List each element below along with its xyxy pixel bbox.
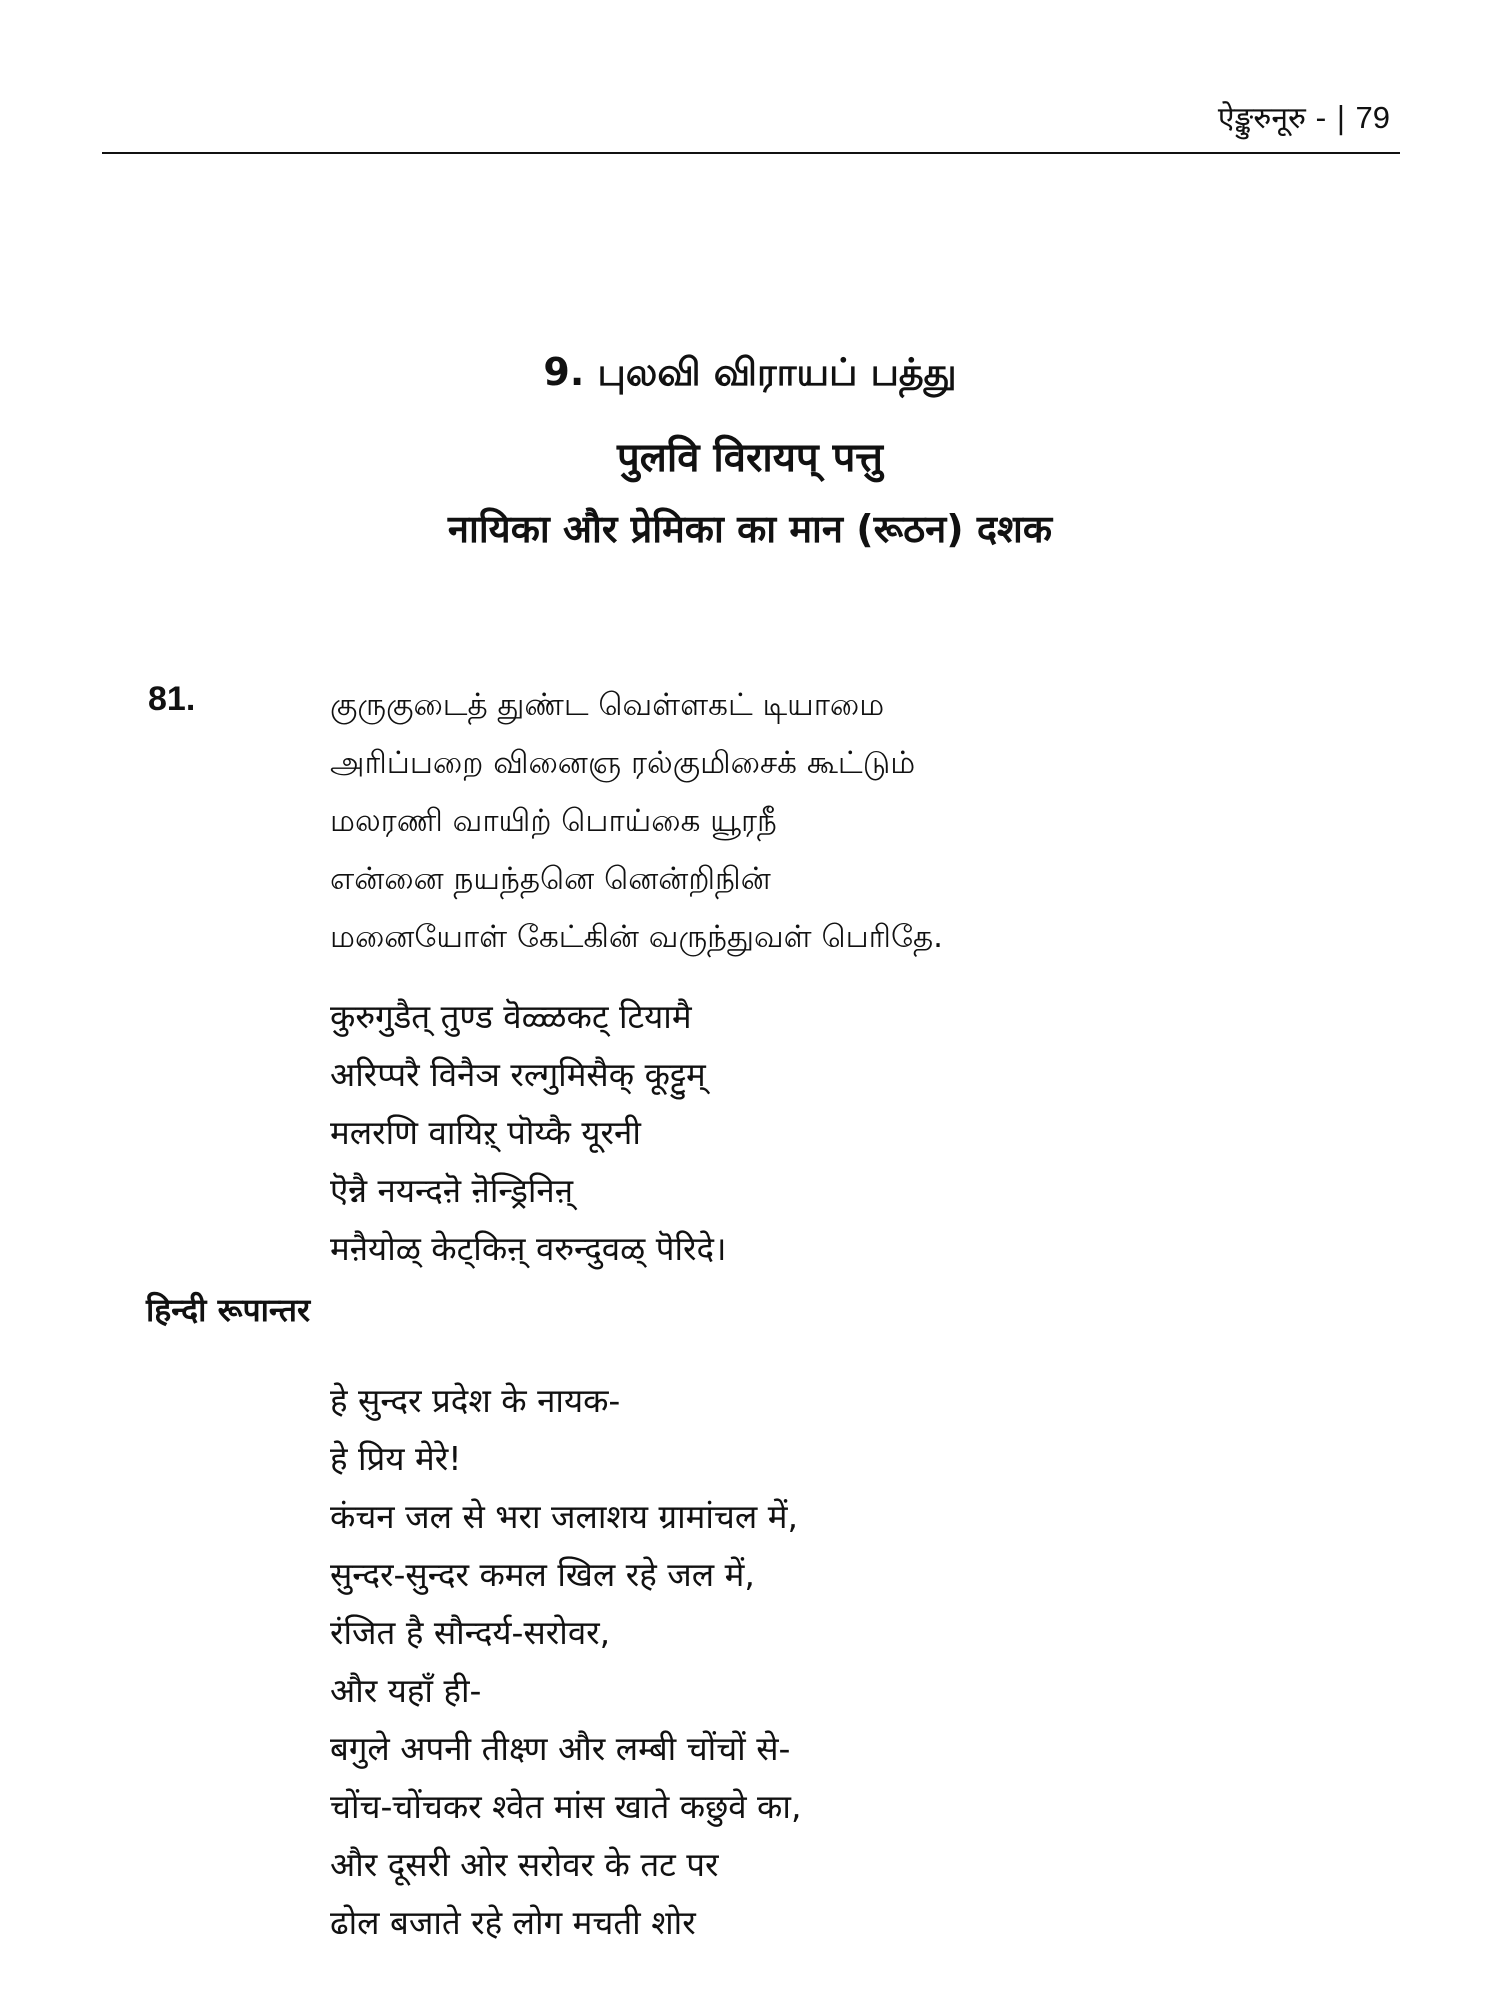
header-separator: | (1335, 101, 1346, 136)
hindi-translation (330, 1372, 801, 1952)
transliteration-line: ऎन्नै नयन्दऩॆ ऩॆन्ड्रिनिऩ् (330, 1171, 574, 1210)
chapter-title-tamil: 9. புலவி விராயப் பத்து (543, 350, 957, 394)
transliteration-line: कुरुगुडैत् तुण्ड वॆळ्ळकट् टियामै (330, 997, 692, 1036)
tamil-verse-line: மனையோள் கேட்கின் வருந்துவள் பெரிதே. (330, 919, 944, 955)
hindi-line: और यहाँ ही- (330, 1671, 482, 1710)
hindi-line: हे सुन्दर प्रदेश के नायक- (330, 1381, 621, 1420)
hindi-line: रंजित है सौन्दर्य-सरोवर, (330, 1613, 611, 1652)
hindi-line: ढोल बजाते रहे लोग मचती शोर (330, 1903, 696, 1942)
page-number: 79 (1355, 100, 1390, 135)
transliteration-line: मलरणि वायिऱ् पॊय्कै यूरनी (330, 1113, 641, 1152)
hindi-line: बगुले अपनी तीक्ष्ण और लम्बी चोंचों से- (330, 1729, 791, 1768)
verse-number: 81. (148, 680, 196, 718)
hindi-line: हे प्रिय मेरे! (330, 1439, 462, 1478)
transliteration-line: मऩैयोळ् केट्किऩ् वरुन्दुवळ् पॆरिदे। (330, 1229, 727, 1268)
transliterated-verse (330, 988, 727, 1278)
hindi-section-heading: हिन्दी रूपान्तर (146, 1291, 311, 1329)
tamil-verse-line: அரிப்பறை வினைஞ ரல்குமிசைக் கூட்டும் (330, 745, 916, 781)
chapter-title-devanagari: पुलवि विरायप् पत्तु (617, 435, 883, 481)
hindi-line: और दूसरी ओर सरोवर के तट पर (330, 1845, 719, 1884)
tamil-verse-line: குருகுடைத் துண்ட வெள்ளகட் டியாமை (330, 687, 885, 723)
tamil-verse-line: என்னை நயந்தனெ னென்றிநின் (330, 861, 771, 897)
running-title: ऐङ्कुरुनूरु - (1217, 101, 1327, 136)
hindi-line: कंचन जल से भरा जलाशय ग्रामांचल में, (330, 1497, 798, 1536)
tamil-verse (330, 676, 943, 966)
header-rule (102, 152, 1400, 154)
transliteration-line: अरिप्परै विनैञ रल्गुमिसैक् कूट्टुम् (330, 1055, 706, 1094)
hindi-line: चोंच-चोंचकर श्वेत मांस खाते कछुवे का, (330, 1787, 802, 1826)
chapter-title-hindi: नायिका और प्रेमिका का मान (रूठन) दशक (447, 507, 1053, 551)
hindi-line: सुन्दर-सुन्दर कमल खिल रहे जल में, (330, 1555, 755, 1594)
tamil-verse-line: மலரணி வாயிற் பொய்கை யூரநீ (330, 803, 777, 839)
running-header (1218, 96, 1390, 137)
